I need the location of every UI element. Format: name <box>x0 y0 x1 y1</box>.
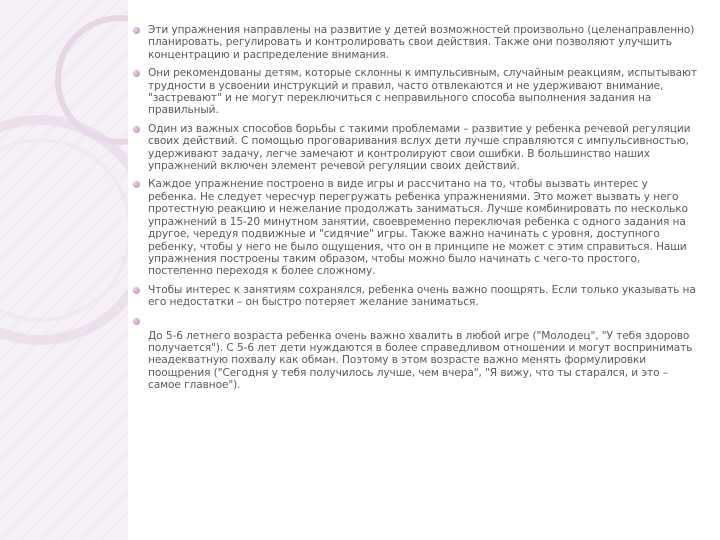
list-item <box>128 123 698 173</box>
content-area <box>128 24 698 398</box>
bullet-text: Каждое упражнение построено в виде игры и рассчитано на то, чтобы вызвать интерес у ребенка. Не следует чересчур перегружать ребенка упражнениями. Это может вызвать у него протестную реакцию и нежелание продолжать заниматься. Лучше комбинировать по несколько упражнений в 15-20 минутном занятии, своевременно переключая ребенка с одного задания на другое, чередуя подвижные и "сидячие" игры. Также важно начинать с уровня, доступного ребенку, чтобы у него не было ощущения, что он в принципе не может с этим справиться. Наши упражнения построены таким образом, чтобы можно было начинать с чего-то простого, постепенно переходя к более сложному. <box>148 178 688 278</box>
bullet-dot-icon <box>133 318 140 325</box>
bullet-text: Один из важных способов борьбы с такими проблемами – развитие у ребенка речевой регуляции своих действий. С помощью проговаривания вслух дети лучше справляются с импульсивностью, удерживают задачу, легче замечают и контролируют свои ошибки. В большинство наших упражнений включен элемент речевой регуляции своих действий. <box>148 122 691 173</box>
list-item <box>128 284 698 309</box>
list-item-continuation <box>128 330 698 392</box>
bullet-dot-icon <box>133 70 140 77</box>
bullet-dot-icon <box>133 287 140 294</box>
bullet-text: Чтобы интерес к занятиям сохранялся, ребенка очень важно поощрять. Если только указывать на его недостатки – он быстро потеряет желание заниматься. <box>148 283 696 309</box>
bullet-dot-icon <box>133 27 140 34</box>
left-decor-panel <box>0 0 128 540</box>
list-item <box>128 178 698 277</box>
bullet-text: Они рекомендованы детям, которые склонны к импульсивным, случайным реакциям, испытывают трудности в усвоении инструкций и правил, часто отвлекаются и не удерживают внимание, "застревают" и не могут переключиться с неправильного способа выполнения задания на правильный. <box>148 67 697 117</box>
list-item <box>128 67 698 117</box>
list-item-empty <box>128 315 698 327</box>
decor-rings-icon <box>0 0 128 540</box>
bullet-text: Эти упражнения направлены на развитие у детей возможностей произвольно (целенаправленно) планировать, регулировать и контролировать свои действия. Также они позволяют улучшить концентрацию и распределение внимания. <box>148 24 695 61</box>
bullet-text: До 5-6 летнего возраста ребенка очень важно хвалить в любой игре ("Молодец", "У тебя здорово получается"). С 5-6 лет дети нуждаются в более справедливом отношении и могут воспринимать неадекватную похвалу как обман. Поэтому в этом возрасте важно менять формулировки поощрения ("Сегодня у тебя получилось лучше, чем вчера", "Я вижу, что ты старался, и это – самое главное"). <box>148 329 693 392</box>
bullet-dot-icon <box>133 181 140 188</box>
list-item <box>128 24 698 61</box>
bullet-dot-icon <box>133 126 140 133</box>
bullet-list <box>128 24 698 392</box>
